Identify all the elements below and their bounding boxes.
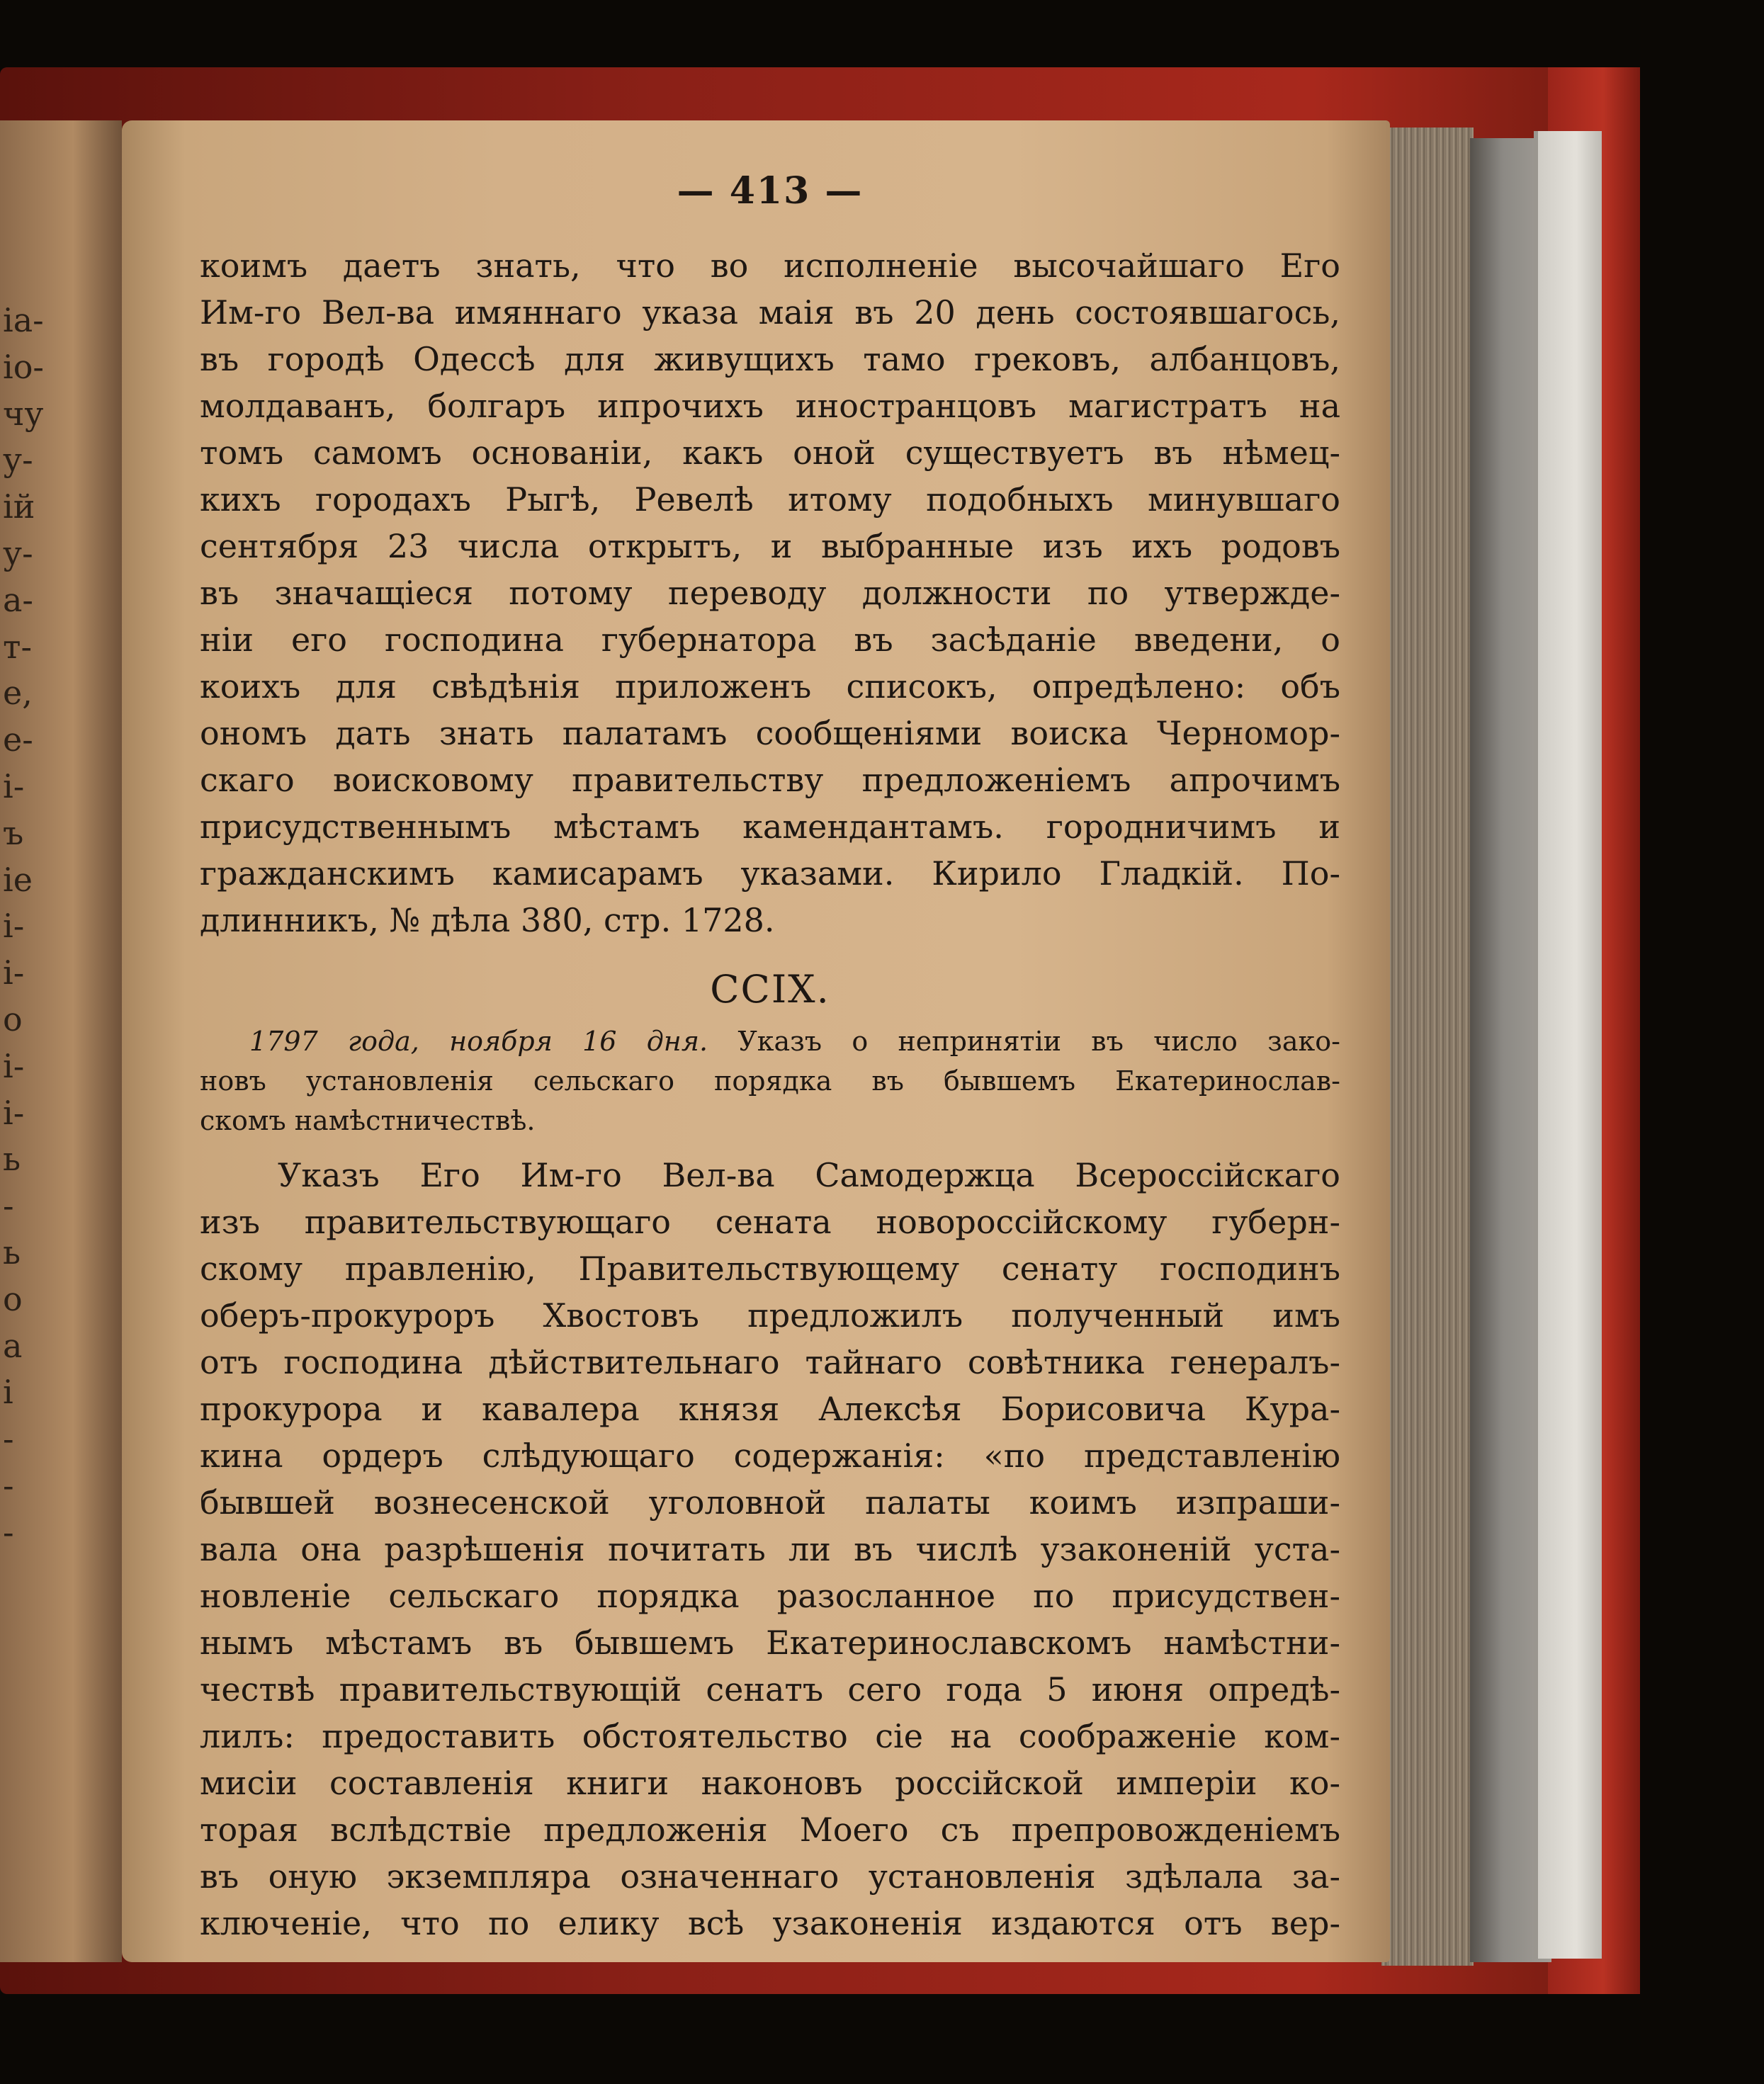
text-line: ніи его господина губернатора въ засѣданіе введени, о (200, 621, 1340, 659)
text-line: вала она разрѣшенія почитать ли въ числѣ узаконеній уста- (200, 1530, 1340, 1568)
left-page (0, 120, 122, 1962)
text-line: молдаванъ, болгаръ ипрочихъ иностранцовъ магистратъ на (200, 387, 1340, 425)
text-line: ономъ дать знать палатамъ сообщеніями воиска Черномор- (200, 714, 1340, 752)
left-fragment: у- (3, 441, 33, 480)
left-fragment: а (3, 1326, 23, 1365)
left-fragment: іа- (3, 301, 44, 339)
page-number: — 413 — (677, 169, 864, 213)
left-fragment: ь (3, 1233, 21, 1272)
text-line: коихъ для свѣдѣнія приложенъ списокъ, опредѣлено: объ (200, 667, 1340, 706)
left-fragment: ь (3, 1140, 21, 1179)
left-fragment: іе (3, 860, 33, 899)
left-fragment: т- (3, 627, 32, 666)
text-line: длинникъ, № дѣла 380, стр. 1728. (200, 901, 775, 939)
left-fragment: - (3, 1420, 14, 1459)
left-fragment: іо- (3, 347, 44, 386)
section-heading: CCIX. (710, 967, 830, 1012)
text-line: сентября 23 числа открытъ, и выбранные изъ ихъ родовъ (200, 527, 1340, 565)
left-fragment: і- (3, 1046, 25, 1085)
text-line: скому правленію, Правительствующему сенату господинъ (200, 1250, 1340, 1288)
text-line: гражданскимъ камисарамъ указами. Кирило Гладкій. По- (200, 854, 1340, 893)
left-fragment: і- (3, 766, 25, 805)
page-block-edge (1381, 128, 1474, 1966)
abstract-date: 1797 года, ноября 16 дня. (249, 1026, 708, 1057)
decree-paragraph (200, 1152, 1340, 1947)
text-line: торая вслѣдствіе предложенія Моего съ препровожденіемъ (200, 1811, 1340, 1849)
text-line: прокурора и кавалера князя Алексѣя Борисовича Кура- (200, 1390, 1340, 1428)
left-page-text-fragments (3, 298, 60, 1556)
left-fragment: ъ (3, 813, 24, 852)
text-line: бывшей вознесенской уголовной палаты коимъ изпраши- (200, 1483, 1340, 1522)
left-fragment: і- (3, 1093, 25, 1132)
text-line: кина ордеръ слѣдующаго содержанія: «по представленію (200, 1437, 1340, 1475)
book-page (122, 120, 1390, 1962)
text-line: новленіе сельскаго порядка разосланное по присудствен- (200, 1577, 1340, 1615)
abstract-title-start: Указъ о непринятіи въ число зако- (737, 1026, 1340, 1057)
abstract-line (200, 1021, 1340, 1061)
left-fragment: е- (3, 720, 33, 759)
text-line: кихъ городахъ Рыгѣ, Ревелѣ итому подобныхъ минувшаго (200, 480, 1340, 519)
white-insert-sheet (1534, 131, 1602, 1959)
left-fragment: е, (3, 674, 33, 713)
text-line: коимъ даетъ знать, что во исполненіе высочайшаго Его (200, 247, 1340, 285)
text-line: въ значащіеся потому переводу должности по утвержде- (200, 574, 1340, 612)
text-line: чествѣ правительствующій сенатъ сего года 5 июня опредѣ- (200, 1670, 1340, 1709)
text-line: въ оную экземпляра означеннаго установленія здѣлала за- (200, 1857, 1340, 1896)
left-fragment: - (3, 1512, 14, 1551)
left-fragment: о (3, 1279, 23, 1318)
left-fragment: і- (3, 907, 25, 946)
text-line: Указъ Его Им-го Вел-ва Самодержца Всероссійскаго (278, 1156, 1340, 1194)
text-line: скаго воисковому правительству предложеніемъ апрочимъ (200, 761, 1340, 799)
text-line: мисіи составленія книги наконовъ россійской имперіи ко- (200, 1764, 1340, 1802)
text-line: ключеніе, что по елику всѣ узаконенія издаются отъ вер- (200, 1904, 1340, 1942)
left-fragment: і- (3, 953, 25, 992)
abstract-line: новъ установленія сельскаго порядка въ бывшемъ Екатеринослав- (200, 1065, 1340, 1097)
left-fragment: чу (3, 394, 44, 433)
continued-paragraph (200, 242, 1340, 944)
text-line: въ городѣ Одессѣ для живущихъ тамо грековъ, албанцовъ, (200, 340, 1340, 378)
document-abstract (200, 1021, 1340, 1140)
left-fragment: - (3, 1466, 14, 1505)
left-fragment: ій (3, 487, 35, 526)
text-line: отъ господина дѣйствительнаго тайнаго совѣтника генералъ- (200, 1343, 1340, 1381)
left-fragment: у- (3, 533, 33, 572)
abstract-line: скомъ намѣстничествѣ. (200, 1105, 536, 1136)
text-line: присудственнымъ мѣстамъ камендантамъ. городничимъ и (200, 808, 1340, 846)
left-fragment: а- (3, 580, 33, 619)
text-line: оберъ-прокуроръ Хвостовъ предложилъ полученный имъ (200, 1296, 1340, 1335)
text-line: томъ самомъ основаніи, какъ оной существуетъ въ нѣмец- (200, 434, 1340, 472)
page-text (200, 156, 1340, 1947)
left-fragment: - (3, 1187, 14, 1225)
text-line: Им-го Вел-ва имяннаго указа маія въ 20 день состоявшагось, (200, 293, 1340, 332)
text-line: изъ правительствующаго сената новороссійскому губерн- (200, 1203, 1340, 1241)
text-line: лилъ: предоставить обстоятельство сіе на соображеніе ком- (200, 1717, 1340, 1755)
text-line: нымъ мѣстамъ въ бывшемъ Екатеринославскомъ намѣстни- (200, 1624, 1340, 1662)
left-fragment: і (3, 1373, 13, 1412)
left-fragment: о (3, 999, 23, 1038)
